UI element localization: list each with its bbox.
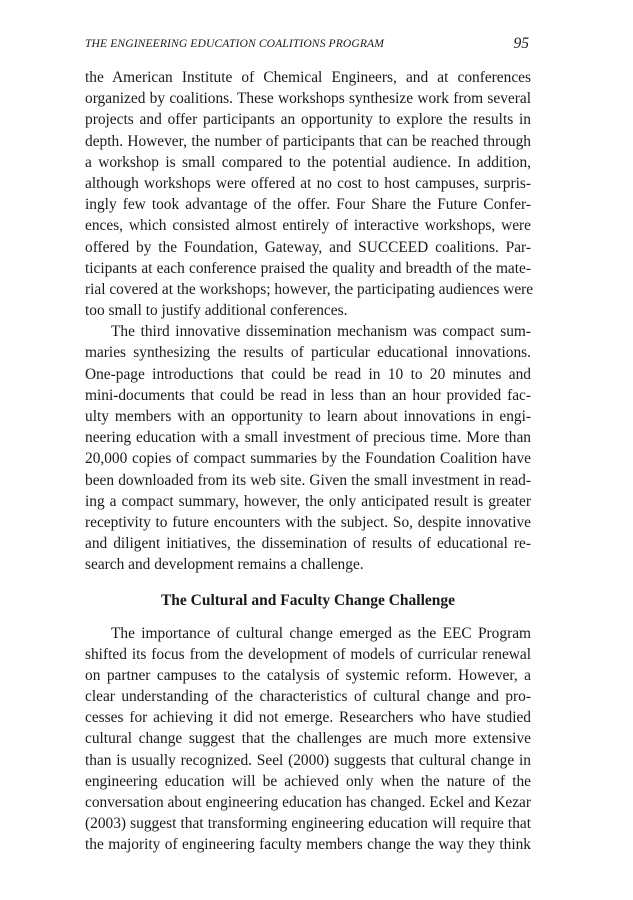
text-line: a workshop is small compared to the potential audience. In addition, <box>85 153 531 171</box>
text-line: The third innovative dissemination mechanism was compact sum- <box>111 323 531 341</box>
text-line: projects and offer participants an opportunity to explore the results in <box>85 111 531 129</box>
paragraph-3 <box>85 623 531 856</box>
text-line: search and development remains a challenge. <box>85 556 364 574</box>
text-line: too small to justify additional conferences. <box>85 302 348 320</box>
text-line: mini-documents that could be read in less than an hour provided fac- <box>85 386 531 404</box>
text-line: One-page introductions that could be read in 10 to 20 minutes and <box>85 365 531 383</box>
text-line: rial covered at the workshops; however, the participating audiences were <box>85 280 534 298</box>
text-line: been downloaded from its web site. Given the small investment in read- <box>85 471 531 489</box>
text-line: ulty members with an opportunity to learn about innovations in engi- <box>85 408 531 425</box>
text-line: the majority of engineering faculty members change the way they think <box>85 836 531 854</box>
text-line: clear understanding of the characteristics of cultural change and pro- <box>85 688 531 706</box>
text-line: ticipants at each conference praised the quality and breadth of the mate- <box>85 259 531 277</box>
text-line: ingly few took advantage of the offer. Four Share the Future Confer- <box>85 196 531 214</box>
text-line: depth. However, the number of participants that can be reached through <box>85 132 531 150</box>
paragraph-2 <box>85 321 531 575</box>
text-line: cultural change suggest that the challenges are much more extensive <box>85 730 531 748</box>
page-number: 95 <box>513 35 529 52</box>
text-line: maries synthesizing the results of particular educational innovations. <box>85 344 531 362</box>
text-line: 20,000 copies of compact summaries by the Foundation Coalition have <box>85 450 531 468</box>
text-line: and diligent initiatives, the dissemination of results of educational re- <box>85 535 531 553</box>
paragraph-1 <box>85 67 534 321</box>
text-line: ing a compact summary, however, the only anticipated result is greater <box>85 492 531 510</box>
running-head <box>85 37 531 57</box>
text-line: organized by coalitions. These workshops synthesize work from several <box>85 90 531 108</box>
text-line: shifted its focus from the development of models of curricular renewal <box>85 645 531 663</box>
text-line: offered by the Foundation, Gateway, and SUCCEED coalitions. Par- <box>85 238 531 256</box>
text-line: (2003) suggest that transforming engineering education will require that <box>85 815 531 833</box>
text-line: ences, which consisted almost entirely of interactive workshops, were <box>85 217 531 235</box>
text-line: conversation about engineering education has changed. Eckel and Kezar <box>85 794 531 811</box>
text-line: The importance of cultural change emerged as the EEC Program <box>111 624 531 642</box>
text-line: although workshops were offered at no cost to host campuses, surpris- <box>85 174 531 192</box>
text-line: than is usually recognized. Seel (2000) suggests that cultural change in <box>85 751 531 769</box>
body-text <box>85 67 534 856</box>
section-heading: The Cultural and Faculty Change Challenge <box>160 591 456 609</box>
text-line: cesses for achieving it did not emerge. Researchers who have studied <box>85 709 531 727</box>
text-line: receptivity to future encounters with the subject. So, despite innovative <box>85 513 531 531</box>
text-line: neering education with a small investment of precious time. More than <box>85 429 531 447</box>
text-line: engineering education will be achieved only when the nature of the <box>85 772 531 790</box>
running-title: THE ENGINEERING EDUCATION COALITIONS PROGRAM <box>85 37 384 50</box>
text-line: the American Institute of Chemical Engineers, and at conferences <box>85 69 531 86</box>
text-line: on partner campuses to the catalysis of systemic reform. However, a <box>85 666 531 684</box>
